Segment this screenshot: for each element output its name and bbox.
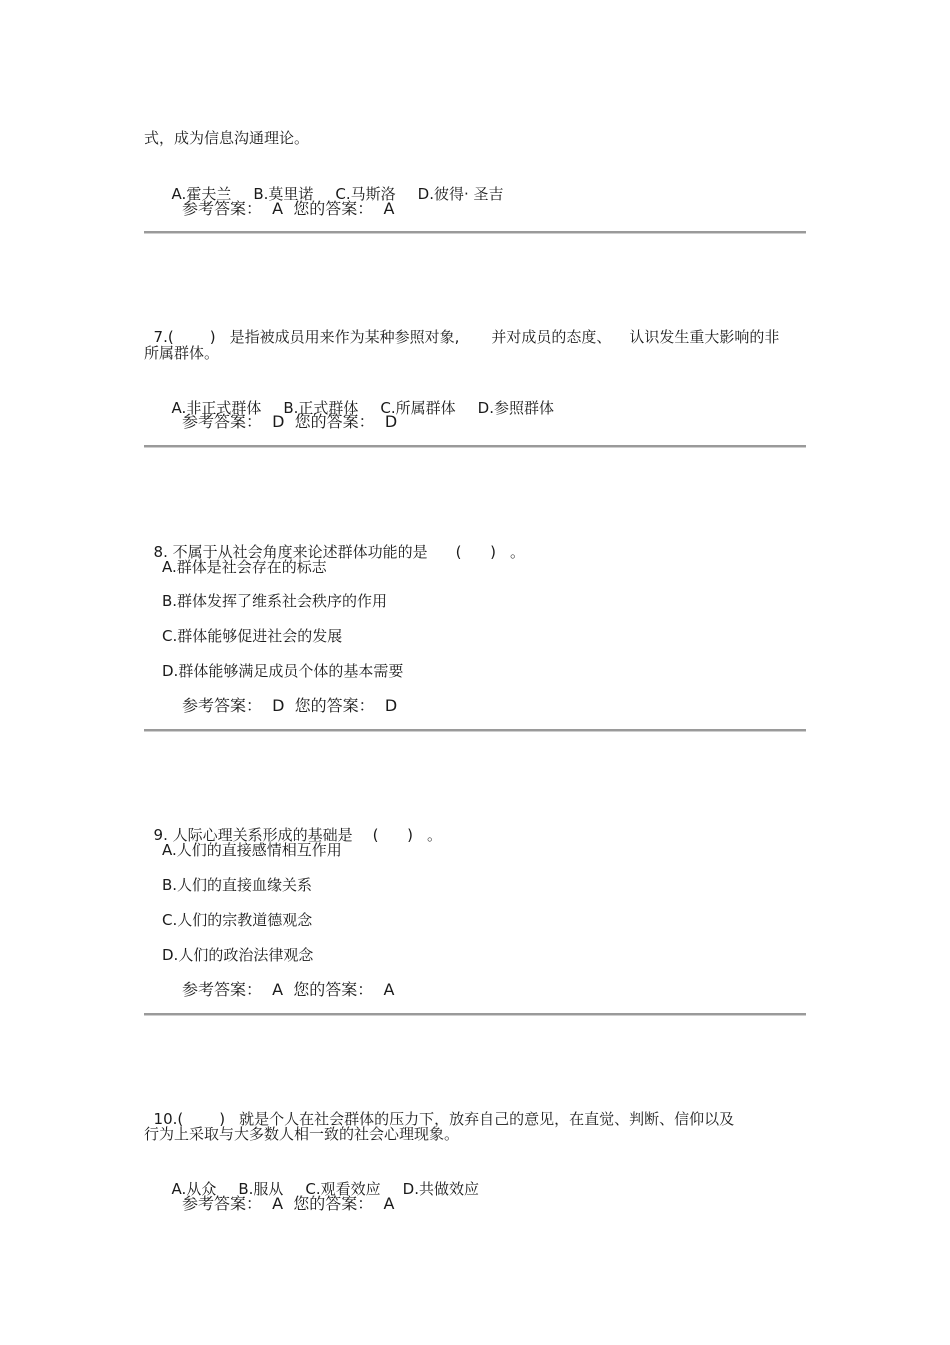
q9-option-a: A.人们的直接感情相互作用 xyxy=(162,841,342,859)
q6-option-a: A.霍夫兰 xyxy=(171,185,232,203)
q10-answer: 参考答案： A 您的答案： A xyxy=(182,1194,395,1213)
q10-option-c: C.观看效应 xyxy=(305,1180,381,1198)
q6-options xyxy=(162,164,504,204)
q6-stem-tail: 式，成为信息沟通理论。 xyxy=(144,129,310,147)
q7-stem-part3: 认识发生重大影响的非 xyxy=(629,328,780,346)
q8-answer: 参考答案： D 您的答案： D xyxy=(182,696,398,715)
q10-option-b: B.服从 xyxy=(238,1180,284,1198)
q10-options xyxy=(162,1159,479,1199)
divider xyxy=(144,729,806,732)
divider xyxy=(144,445,806,448)
q10-stem-part1: 就是个人在社会群体的压力下，放弃自己的意见，在直觉、判断、信仰以及 xyxy=(239,1110,735,1128)
q9-blank: ( ) xyxy=(372,826,413,844)
q7-option-d: D.参照群体 xyxy=(477,399,554,417)
q6-answer: 参考答案： A 您的答案： A xyxy=(182,199,395,218)
q10-stem-line1 xyxy=(144,1089,734,1129)
q6-option-b: B.莫里诺 xyxy=(253,185,314,203)
q6-option-c: C.马斯洛 xyxy=(335,185,396,203)
q7-option-a: A.非正式群体 xyxy=(171,399,262,417)
q6-option-d: D.彼得· 圣吉 xyxy=(417,185,504,203)
q7-number: 7.( xyxy=(153,328,174,346)
q7-stem-part1: 是指被成员用来作为某种参照对象, xyxy=(229,328,460,346)
q10-paren-close: ) xyxy=(219,1110,226,1128)
q9-answer: 参考答案： A 您的答案： A xyxy=(182,980,395,999)
q10-stem-line2: 行为上采取与大多数人相一致的社会心理现象。 xyxy=(144,1125,460,1143)
q9-stem-text: 9. 人际心理关系形成的基础是 xyxy=(153,826,353,844)
q9-stem-end: 。 xyxy=(426,826,442,844)
divider xyxy=(144,1013,806,1016)
q7-stem-line1 xyxy=(144,307,779,347)
q8-blank: ( ) xyxy=(455,543,496,561)
q10-option-d: D.共做效应 xyxy=(402,1180,479,1198)
q9-option-b: B.人们的直接血缘关系 xyxy=(162,876,313,894)
q7-paren-close: ) xyxy=(209,328,216,346)
q8-stem-text: 8. 不属于从社会角度来论述群体功能的是 xyxy=(153,543,428,561)
q8-option-d: D.群体能够满足成员个体的基本需要 xyxy=(162,662,404,680)
q8-stem xyxy=(144,522,525,562)
q7-stem-line2: 所属群体。 xyxy=(144,344,220,362)
q8-stem-end: 。 xyxy=(509,543,525,561)
q10-option-a: A.从众 xyxy=(171,1180,217,1198)
q8-option-a: A.群体是社会存在的标志 xyxy=(162,558,327,576)
q8-option-b: B.群体发挥了维系社会秩序的作用 xyxy=(162,592,388,610)
q8-option-c: C.群体能够促进社会的发展 xyxy=(162,627,343,645)
q7-stem-part2: 并对成员的态度、 xyxy=(491,328,612,346)
divider xyxy=(144,231,806,234)
q7-option-b: B.正式群体 xyxy=(283,399,359,417)
q9-stem xyxy=(144,805,442,845)
q9-option-d: D.人们的政治法律观念 xyxy=(162,946,314,964)
q7-option-c: C.所属群体 xyxy=(380,399,456,417)
q7-answer: 参考答案： D 您的答案： D xyxy=(182,412,398,431)
q9-option-c: C.人们的宗教道德观念 xyxy=(162,911,313,929)
q10-number: 10.( xyxy=(153,1110,184,1128)
